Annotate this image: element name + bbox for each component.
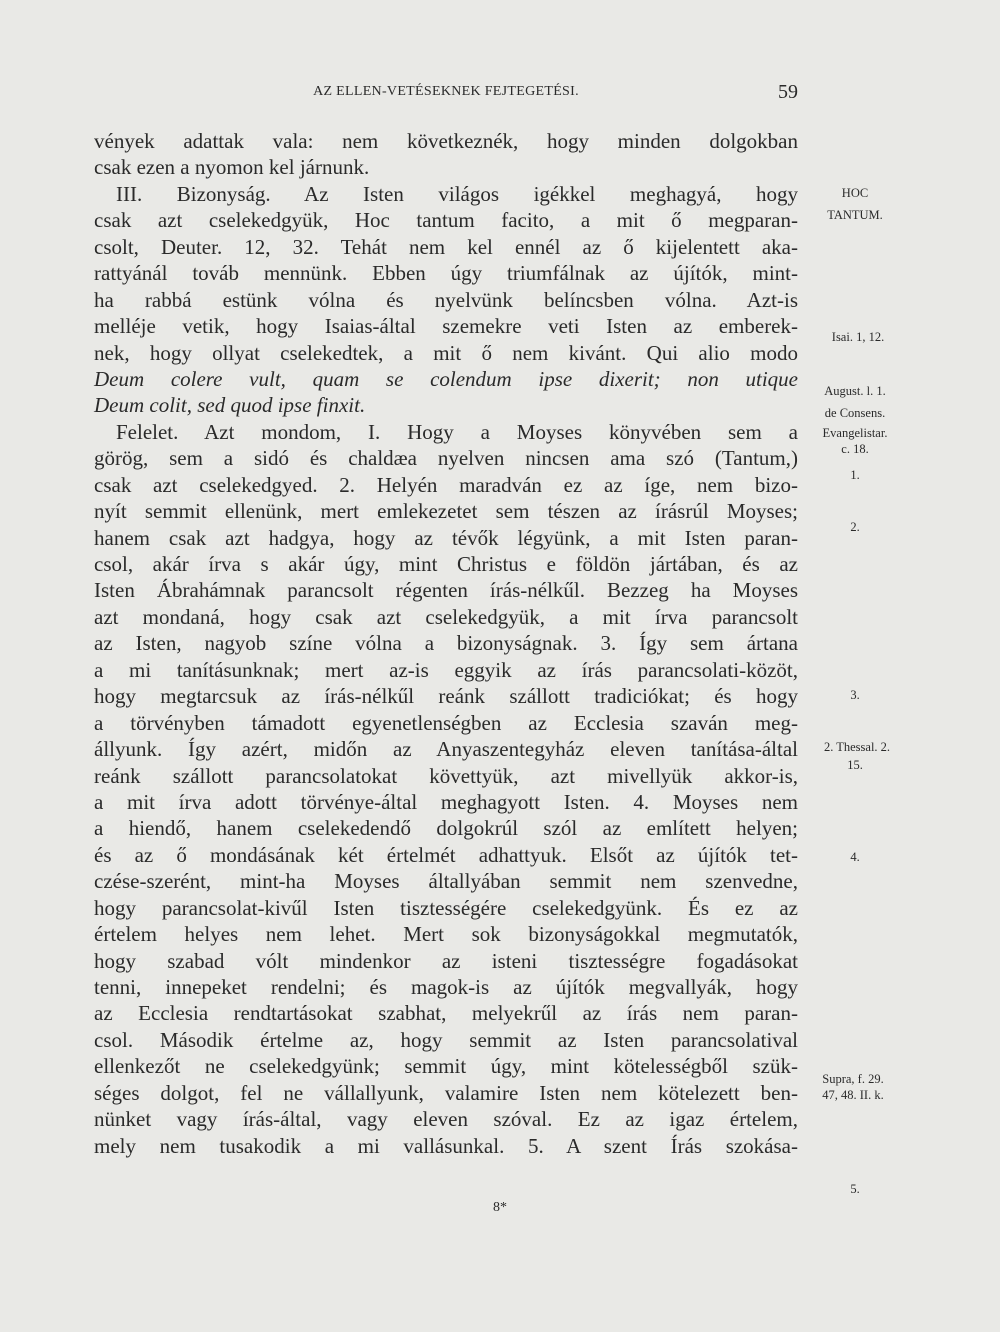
text-line: a mit írva adott törvénye-által meghagyott Isten. 4. Moyses nem — [94, 789, 798, 814]
text-line: ha rabbá estünk vólna és nyelvünk belíncsben vólna. Azt-is — [94, 287, 798, 312]
text-line: hanem csak azt hadgya, hogy az tévők légyünk, a mit Isten paran- — [94, 525, 798, 550]
margin-note: 2. Thessal. 2. — [823, 740, 891, 754]
text-line: hogy megtarcsuk az írás-nélkűl reánk szállott tradiciókat; és hogy — [94, 684, 798, 709]
margin-note: 5. — [850, 1182, 860, 1196]
text-line: csol, akár írva s akár úgy, mint Christus e földön jártában, és az — [94, 552, 798, 576]
text-line: csak ezen a nyomon kel járnunk. — [94, 155, 370, 180]
text-line: ellenkezőt ne cselekedgyünk; semmit úgy, mint kötelességből szük- — [94, 1054, 798, 1079]
body-text — [94, 128, 798, 1159]
text-line: az Ecclesia rendtartásokat szabhat, melyekrűl az írás nem paran- — [94, 1001, 798, 1026]
margin-note: Isai. 1, 12. — [831, 330, 885, 344]
text-line: III. Bizonyság. Az Isten világos igékkel meghagyá, hogy — [116, 181, 798, 206]
text-line-italic: Deum colit, sed quod ipse finxit. — [94, 393, 366, 418]
text-line: a törvényben támadott egyenetlenségben az Ecclesia szaván meg- — [94, 710, 798, 735]
text-line: melléje vetik, hogy Isaias-által szemekre veti Isten az emberek- — [94, 314, 798, 339]
margin-note: HOC — [841, 186, 869, 200]
text-line: értelem helyes nem lehet. Mert sok bizonyságokkal megmutatók, — [94, 922, 798, 947]
text-line: nyít semmit ellenünk, mert emlekezetet sem tészen az írásrúl Moyses; — [94, 499, 798, 524]
page-number: 59 — [778, 81, 798, 103]
margin-note: Supra, f. 29. — [822, 1072, 884, 1086]
text-line: séges dolgot, fel ne vállallyunk, valamire Isten nem kötelezett ben- — [94, 1080, 798, 1105]
text-line: csak azt cselekedgyük, Hoc tantum facito, a mit ő megparan- — [94, 208, 798, 233]
text-line: csolt, Deuter. 12, 32. Tehát nem kel ennél az ő kijelentett aka- — [94, 234, 798, 259]
text-line: nünket vagy írás-által, vagy eleven szóval. Ez az igaz értelem, — [94, 1107, 798, 1132]
margin-note: Evangelistar. — [822, 426, 888, 440]
margin-note: TANTUM. — [827, 208, 883, 222]
running-title: AZ ELLEN-VETÉSEKNEK FEJTEGETÉSI. — [313, 84, 579, 99]
text-line: reánk szállott parancsolatokat követtyük, azt mivellyük akkor-is, — [94, 763, 798, 788]
margin-note: 3. — [850, 688, 860, 702]
text-line: tenni, innepeket rendelni; és magok-is az újítók megvallyák, hogy — [94, 975, 798, 999]
text-line: állyunk. Így azért, midőn az Anyaszentegyház eleven tanítása-által — [94, 737, 798, 762]
text-line: vények adattak vala: nem következnék, hogy minden dolgokban — [94, 129, 798, 153]
margin-note: de Consens. — [824, 406, 886, 420]
text-line: Felelet. Azt mondom, I. Hogy a Moyses könyvében sem a — [116, 419, 798, 444]
text-line: görög, sem a sidó és chaldæa nyelven nincsen ama szó (Tantum,) — [94, 446, 798, 471]
margin-note: 47, 48. II. k. — [822, 1088, 884, 1102]
text-line: a mi tanításunknak; mert az-is eggyik az írás parancsolati-közöt, — [94, 657, 798, 682]
text-line: czése-szerént, mint-ha Moyses általlyában semmit nem szenvedne, — [94, 869, 798, 894]
text-line: azt mondaná, hogy csak azt cselekedgyük, a mit írva parancsolt — [94, 604, 798, 629]
text-line-italic: Deum colere vult, quam se colendum ipse dixerit; non utique — [94, 366, 798, 391]
text-line: és az ő mondásának két értelmét adhattyuk. Elsőt az újítók tet- — [94, 842, 798, 867]
margin-note: August. l. 1. — [824, 384, 886, 398]
margin-note: 15. — [847, 758, 863, 772]
text-line: hogy szabad vólt mindenkor az isteni tisztességre fogadásokat — [94, 948, 798, 973]
text-line: rattyánál továb mennünk. Ebben úgy triumfálnak az újítók, mint- — [94, 261, 798, 286]
margin-note: 2. — [850, 520, 860, 534]
margin-note: 4. — [850, 850, 860, 864]
text-line: a hiendő, hanem cselekedendő dolgokrúl szól az említett helyen; — [94, 816, 798, 841]
text-line: Isten Ábrahámnak parancsolt régenten írás-nélkűl. Bezzeg ha Moyses — [94, 578, 798, 603]
text-line: csol. Második értelme az, hogy semmit az Isten parancsolatival — [94, 1027, 798, 1052]
text-line: csak azt cselekedgyed. 2. Helyén maradván ez az íge, nem bizo- — [94, 472, 798, 497]
margin-note: 1. — [850, 468, 860, 482]
text-line: nek, hogy ollyat cselekedtek, a mit ő nem kivánt. Qui alio modo — [94, 340, 798, 365]
text-line: az Isten, nagyob színe vólna a bizonyságnak. 3. Így sem ártana — [94, 631, 798, 656]
margin-note: c. 18. — [841, 442, 869, 456]
text-line: hogy parancsolat-kivűl Isten tisztességére cselekedgyünk. És ez az — [94, 895, 798, 920]
text-line: mely nem tusakodik a mi vallásunkal. 5. A szent Írás szokása- — [94, 1133, 798, 1158]
running-header — [94, 81, 798, 103]
signature-mark: 8* — [493, 1200, 507, 1215]
